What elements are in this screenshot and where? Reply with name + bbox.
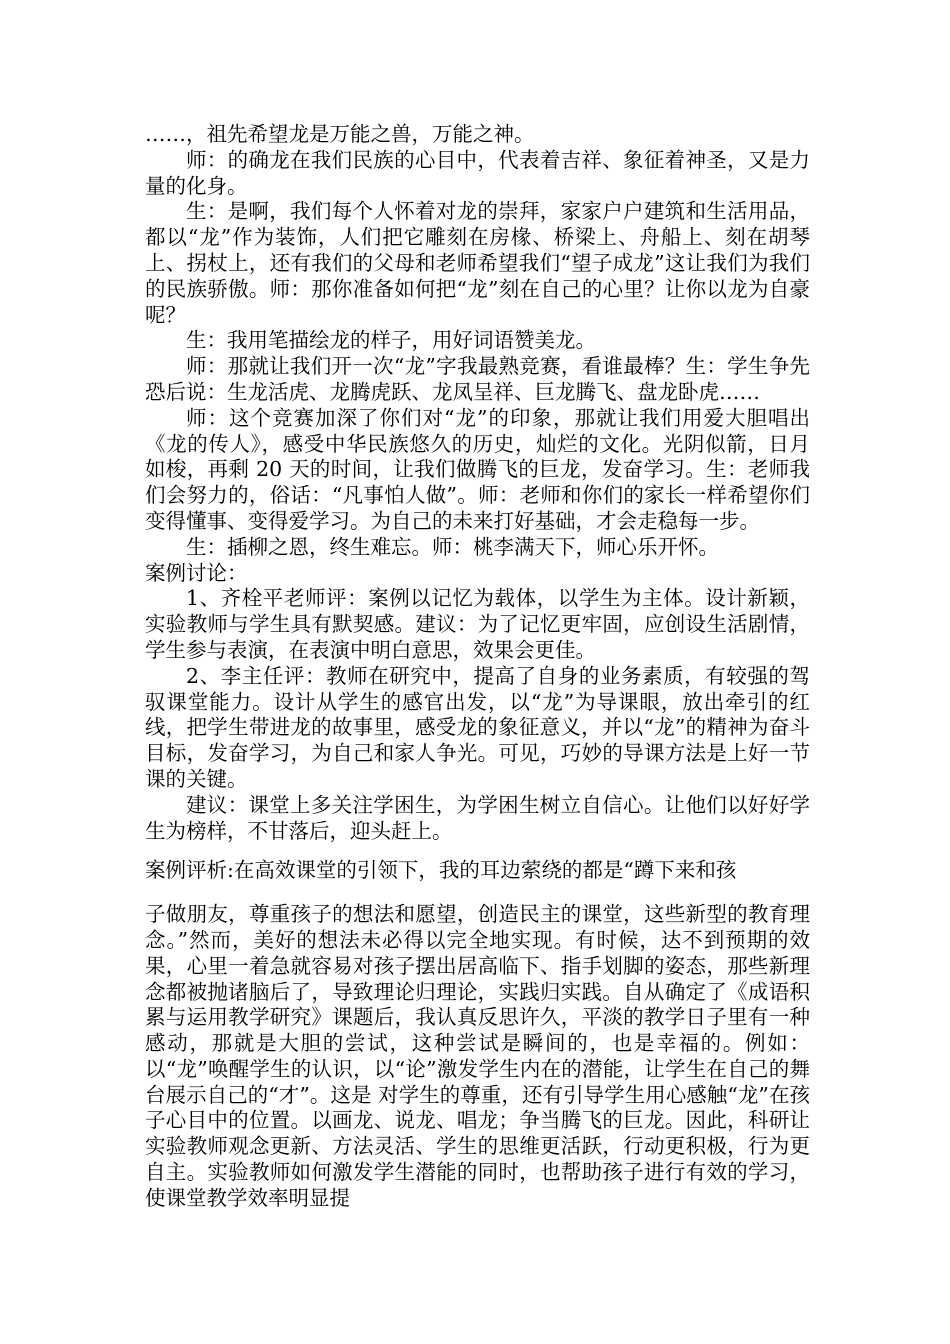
paragraph-idiom-contest: 师：那就让我们开一次“龙”字我最熟竞赛，看谁最棒？生：学生争先恐后说：生龙活虎、龙腾虎跃、龙凤呈祥、巨龙腾飞、盘龙卧虎……: [145, 354, 810, 404]
paragraph-contest-summary: 师：这个竞赛加深了你们对“龙”的印象，那就让我们用爱大胆唱出《龙的传人》，感受中华民族悠久的历史，灿烂的文化。光阴似箭，日月如梭，再剩 20 天的时间，让我们做腾飞的巨龙，发奋学习。生：老师我们会努力的，俗话：“凡事怕人做”。师：老师和你们的家长一样希望你们变得懂事、变得爱学习。为自己的未来打好基础，才会走稳每一步。: [145, 405, 810, 533]
discussion-comment-2: 2、李主任评：教师在研究中，提高了自身的业务素质，有较强的驾驭课堂能力。设计从学生的感官出发，以“龙”为导课眼，放出牵引的红线，把学生带进龙的故事里，感受龙的象征意义，并以“龙”的精神为奋斗目标，发奋学习，为自己和家人争光。可见，巧妙的导课方法是上好一节课的关键。: [145, 663, 810, 791]
analysis-body: 子做朋友，尊重孩子的想法和愿望，创造民主的课堂，这些新型的教育理念。”然而，美好的想法未必得以完全地实现。有时候，达不到预期的效果，心里一着急就容易对孩子摆出居高临下、指手划脚的姿态，那些新理念都被抛诸脑后了，导致理论归理论，实践归实践。自从确定了《成语积累与运用教学研究》课题后，我认真反思许久，平淡的教学日子里有一种感动，那就是大胆的尝试，这种尝试是瞬间的，也是幸福的。例如：以“龙”唤醒学生的认识，以“论”激发学生内在的潜能，让学生在自己的舞台展示自己的“才”。这是 对学生的尊重，还有引导学生用心感触“龙”在孩子心目中的位置。以画龙、说龙、唱龙；争当腾飞的巨龙。因此，科研让实验教师观念更新、方法灵活、学生的思维更活跃，行动更积极，行为更自主。实验教师如何激发学生潜能的同时，也帮助孩子进行有效的学习，使课堂教学效率明显提: [145, 902, 810, 1210]
paragraph-continuation: ……，祖先希望龙是万能之兽，万能之神。: [145, 122, 535, 146]
discussion-heading: 案例讨论：: [145, 560, 248, 585]
analysis-first-line: 案例评析:在高效课堂的引领下，我的耳边萦绕的都是“蹲下来和孩: [145, 858, 737, 883]
paragraph-student-describe: 生：我用笔描绘龙的样子，用好词语赞美龙。: [186, 328, 596, 353]
discussion-comment-1: 1、齐栓平老师评：案例以记忆为载体，以学生为主体。设计新颖，实验教师与学生具有默契感。建议：为了记忆更牢固，应创设生活剧情，学生参与表演，在表演中明白意思，效果会更佳。: [145, 586, 810, 662]
paragraph-student-dragon-decoration: 生：是啊，我们每个人怀着对龙的崇拜，家家户户建筑和生活用品，都以“龙”作为装饰，人们把它雕刻在房椽、桥梁上、舟船上、刻在胡琴上、拐杖上，还有我们的父母和老师希望我们“望子成龙”这让我们为我们的民族骄傲。师：那你准备如何把“龙”刻在自己的心里？让你以龙为自豪呢？: [145, 199, 810, 327]
paragraph-teacher-dragon-symbol: 师：的确龙在我们民族的心目中，代表着吉祥、象征着神圣，又是力量的化身。: [145, 147, 810, 198]
document-body: [145, 122, 810, 1212]
discussion-suggestion: 建议：课堂上多关注学困生，为学困生树立自信心。让他们以好好学生为榜样，不甘落后，迎头赶上。: [145, 792, 810, 843]
analysis-paragraph: [145, 858, 810, 1211]
paragraph-gratitude: 生：插柳之恩，终生难忘。师：桃李满天下，师心乐开怀。: [186, 534, 719, 559]
